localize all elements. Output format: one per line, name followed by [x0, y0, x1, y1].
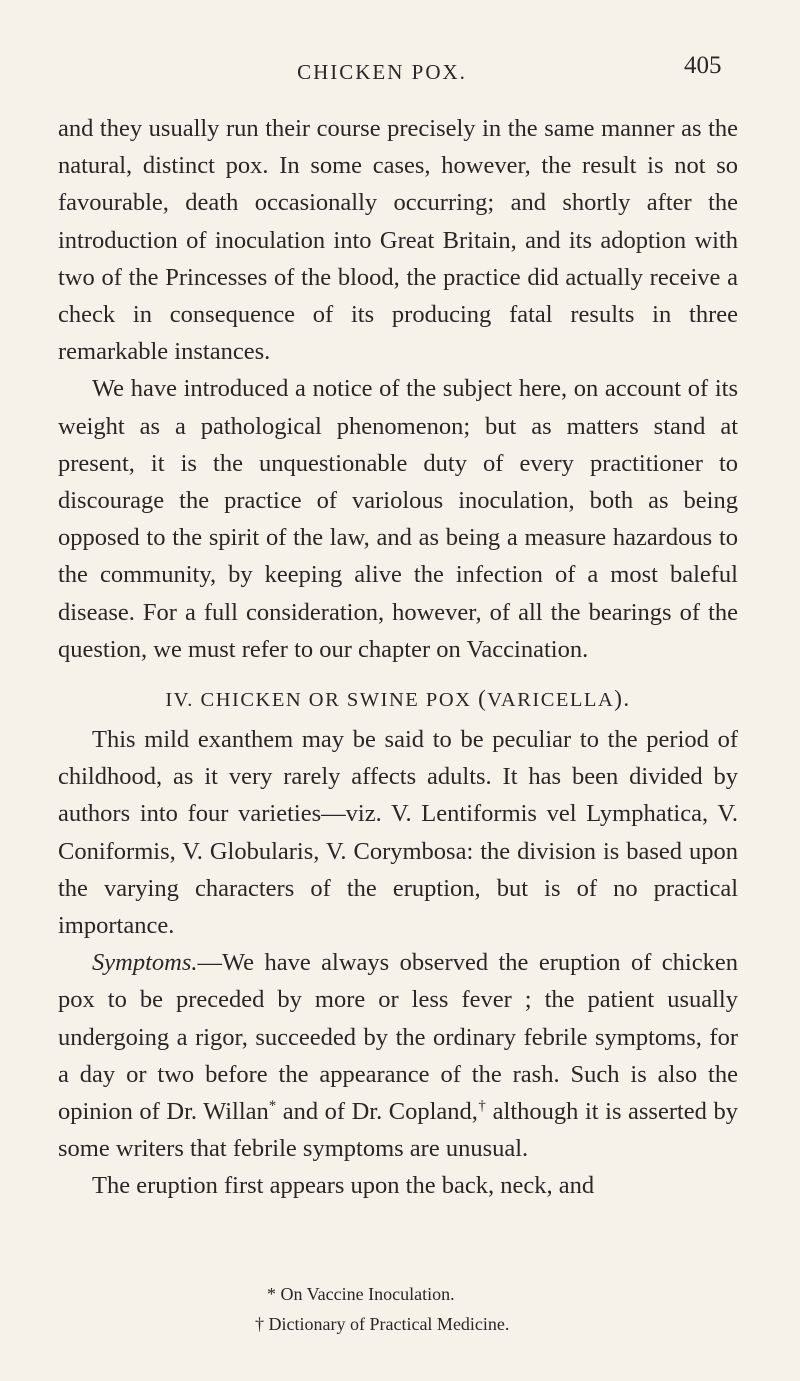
symptoms-text-a: —We have always observed the eruption of chicken pox to be preceded by more or less fever ; the patient usually undergoing a rigor, succeeded by the ordinary febrile symptoms, for a day or two before the appearance of the rash. Such is also the opinion of Dr. Willan: [58, 949, 738, 1126]
body-text: [58, 110, 738, 1205]
section-heading-varicella: VARICELLA: [487, 689, 615, 712]
page-number: 405: [684, 52, 722, 79]
paragraph-symptoms: [58, 944, 738, 1167]
footnote-vaccine-inoculation: * On Vaccine Inoculation.: [267, 1284, 455, 1304]
footnote-dictionary: † Dictionary of Practical Medicine.: [255, 1314, 510, 1334]
paragraph-eruption: The eruption first appears upon the back, neck, and: [92, 1172, 595, 1200]
symptoms-label: Symptoms.: [92, 949, 198, 977]
section-heading-chicken-pox: [58, 684, 738, 715]
symptoms-text-b: and of Dr. Copland,: [276, 1098, 478, 1126]
paragraph-continuation: and they usually run their course precisely in the same manner as the natural, distinct pox. In some cases, however, the result is not so favourable, death occasionally occurring; and shortly after the introduction of inoculation into Great Britain, and its adoption with two of the Princesses of the blood, the practice did actually receive a check in consequence of its producing fatal results in three remarkable instances.: [58, 115, 738, 366]
section-heading-paren-close: ).: [614, 686, 631, 712]
section-heading-paren-open: (: [478, 686, 488, 712]
footnote-mark-copland: †: [477, 1097, 487, 1114]
paragraph-variolous-inoculation: We have introduced a notice of the subject here, on account of its weight as a pathological phenomenon; but as matters stand at present, it is the unquestionable duty of every practitioner to discourage the practice of variolous inoculation, both as being opposed to the spirit of the law, and as being a measure hazardous to the community, by keeping alive the infection of a most baleful disease. For a full consideration, however, of all the bearings of the question, we must refer to our chapter on Vaccination.: [58, 375, 738, 663]
running-title: CHICKEN POX.: [297, 60, 467, 84]
footnote-mark-willan: *: [268, 1097, 277, 1114]
running-head: [0, 52, 800, 88]
section-heading-main: IV. CHICKEN OR SWINE POX: [165, 689, 479, 712]
paragraph-varieties: This mild exanthem may be said to be peculiar to the period of childhood, as it very rarely affects adults. It has been divided by authors into four varieties—viz. V. Lentiformis vel Lymphatica, V. Coniformis, V. Globularis, V. Corymbosa: the division is based upon the varying characters of the eruption, but is of no practical importance.: [58, 726, 738, 940]
symptoms-text-c: although it is asserted by some writers that febrile symptoms are unusual.: [58, 1098, 738, 1163]
